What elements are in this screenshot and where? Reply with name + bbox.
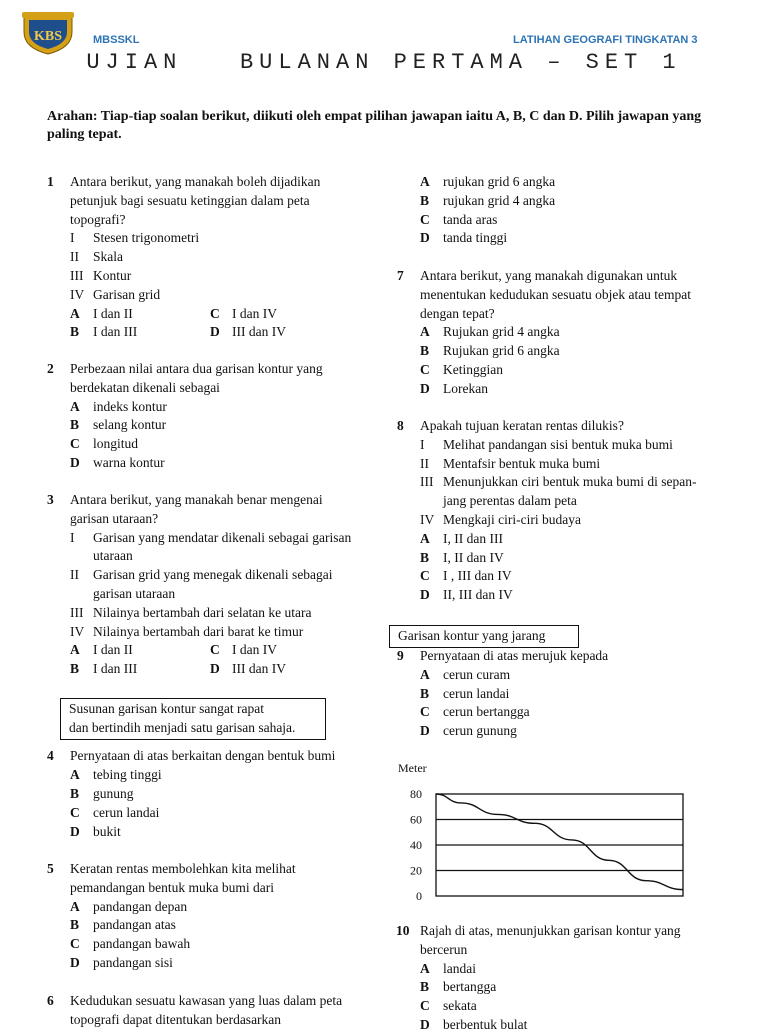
q1-item-text: Stesen trigonometri <box>93 230 200 246</box>
q4-statement-box <box>60 698 326 740</box>
chart-series-line <box>436 794 683 890</box>
q3-item-text: Garisan yang mendatar dikenali sebagai garisan <box>93 529 352 545</box>
q9-option-text: cerun gunung <box>443 723 517 739</box>
q1-item-numeral: III <box>70 268 84 283</box>
q9-option-letter: B <box>420 685 430 701</box>
q4-option-text: gunung <box>93 786 134 802</box>
q8-stem-line: Apakah tujuan keratan rentas dilukis? <box>420 418 624 433</box>
q10-option-text: sekata <box>443 998 477 1014</box>
q10-option-text: landai <box>443 960 476 976</box>
q1-item-numeral: IV <box>70 286 85 302</box>
q4-statement-line: Susunan garisan kontur sangat rapat <box>69 701 264 716</box>
q8-item-numeral: I <box>420 436 425 452</box>
q6-stem-line: Kedudukan sesuatu kawasan yang luas dalam peta <box>70 993 343 1008</box>
q3-option-text: I dan II <box>93 642 133 658</box>
q1-option-text: I dan IV <box>232 305 277 321</box>
q8-option-text: I, II dan IV <box>443 549 504 565</box>
q2-stem-line: Perbezaan nilai antara dua garisan kontur yang <box>70 361 323 376</box>
q5-option-text: pandangan bawah <box>93 936 191 952</box>
chart-y-tick-label: 20 <box>410 863 422 878</box>
q3-option-letter: D <box>210 661 220 677</box>
q8-option-letter: A <box>420 530 430 546</box>
q1-item-numeral: II <box>70 249 79 265</box>
q7-option-text: Lorekan <box>443 380 488 396</box>
q4-option-text: cerun landai <box>93 804 160 820</box>
q3-item-text: garisan utaraan <box>93 586 176 601</box>
q5-option-letter: C <box>70 936 80 952</box>
q7-option-letter: B <box>420 343 430 359</box>
q4-option-letter: A <box>70 767 80 783</box>
q1-option-text: I dan III <box>93 324 138 340</box>
q9-option-letter: C <box>420 704 430 720</box>
q1-stem-line: petunjuk bagi sesuatu ketinggian dalam peta <box>70 192 310 208</box>
q3-option-letter: C <box>210 642 220 658</box>
q10-option-letter: C <box>420 998 430 1014</box>
q1-option-letter: D <box>210 324 220 340</box>
q2-option-text: indeks kontur <box>93 398 167 414</box>
q4-statement-line: dan bertindih menjadi satu garisan sahaja. <box>69 719 296 735</box>
q6-option-text: rujukan grid 4 angka <box>443 192 556 208</box>
page-title: UJIAN BULANAN PERTAMA – SET 1 <box>86 50 682 75</box>
q4-option-text: tebing tinggi <box>93 767 162 783</box>
q3-option-letter: B <box>70 661 80 677</box>
q5-stem-line: Keratan rentas membolehkan kita melihat <box>70 861 296 876</box>
q8-item-numeral: II <box>420 455 429 471</box>
q3-item-numeral: III <box>70 604 84 620</box>
q1-number: 1 <box>47 174 54 189</box>
q1-stem-line: Antara berikut, yang manakah boleh dijadikan <box>70 174 321 189</box>
q2-number: 2 <box>47 361 54 376</box>
q10-number: 10 <box>396 923 410 938</box>
q9-option-text: cerun curam <box>443 666 511 682</box>
header-school-name: MBSSKL <box>93 34 140 46</box>
q4-stem-line: Pernyataan di atas berkaitan dengan bentuk bumi <box>70 748 336 763</box>
q5-stem-line: pemandangan bentuk muka bumi dari <box>70 879 274 895</box>
contour-chart-svg <box>396 760 696 910</box>
q8-option-text: II, III dan IV <box>443 587 513 603</box>
q8-option-text: I , III dan IV <box>443 568 512 584</box>
q3-stem-line: Antara berikut, yang manakah benar mengenai <box>70 492 323 507</box>
q6-option-text: tanda tinggi <box>443 230 508 246</box>
chart-y-tick-label: 60 <box>410 812 422 827</box>
q3-item-text: utaraan <box>93 548 133 564</box>
chart-y-tick-label: 80 <box>410 787 422 801</box>
school-crest-icon <box>20 8 76 56</box>
q6-option-letter: C <box>420 211 430 227</box>
q3-option-letter: A <box>70 642 80 658</box>
q10-option-text: berbentuk bulat <box>443 1017 528 1032</box>
q3-option-text: III dan IV <box>232 661 286 677</box>
q8-item-numeral: III <box>420 474 434 490</box>
q4-number: 4 <box>47 748 54 763</box>
q5-number: 5 <box>47 861 54 876</box>
q7-option-letter: C <box>420 362 430 377</box>
q8-item-text: Mengkaji ciri-ciri budaya <box>443 512 581 527</box>
q1-option-letter: B <box>70 324 80 340</box>
q6-option-letter: A <box>420 174 430 189</box>
q7-option-letter: D <box>420 380 430 396</box>
q4-option-letter: D <box>70 823 80 839</box>
q8-option-text: I, II dan III <box>443 530 503 546</box>
q1-item-text: Garisan grid <box>93 286 161 302</box>
q7-stem-line: menentukan kedudukan sesuatu objek atau tempat <box>420 286 692 302</box>
q8-option-letter: B <box>420 549 430 565</box>
q2-stem-line: berdekatan dikenali sebagai <box>70 379 220 395</box>
q9-stem-line: Pernyataan di atas merujuk kepada <box>420 648 609 663</box>
q4-option-text: bukit <box>93 823 121 839</box>
chart-y-tick-label: 40 <box>410 838 422 852</box>
q9-option-text: cerun landai <box>443 685 510 701</box>
q5-option-letter: A <box>70 898 80 914</box>
q10-option-text: bertangga <box>443 979 497 995</box>
q8-item-numeral: IV <box>420 512 435 527</box>
q8-option-letter: D <box>420 587 430 603</box>
q2-option-letter: D <box>70 455 80 470</box>
q10-option-letter: A <box>420 960 430 976</box>
q3-item-numeral: II <box>70 567 79 583</box>
school-crest-logo <box>20 8 76 56</box>
svg-text:KBS: KBS <box>33 29 63 44</box>
q7-number: 7 <box>397 268 404 283</box>
q6-stem-line: topografi dapat ditentukan berdasarkan <box>70 1011 282 1027</box>
q5-option-text: pandangan sisi <box>93 955 173 970</box>
q1-item-numeral: I <box>70 230 75 246</box>
q3-item-text: Nilainya bertambah dari barat ke timur <box>93 623 304 639</box>
q2-option-text: warna kontur <box>93 455 165 470</box>
q4-option-letter: C <box>70 804 80 820</box>
q8-option-letter: C <box>420 568 430 584</box>
q4-option-letter: B <box>70 786 80 802</box>
instructions: Arahan: Tiap-tiap soalan berikut, diikuti oleh empat pilihan jawapan iaitu A, B, C dan D. Pilih jawapan yang paling tepat. <box>47 109 702 142</box>
q7-option-letter: A <box>420 324 430 340</box>
q8-item-text: jang perentas dalam peta <box>443 493 577 509</box>
q6-option-letter: B <box>420 192 430 208</box>
q10-stem-line: bercerun <box>420 941 468 957</box>
q6-option-text: rujukan grid 6 angka <box>443 174 556 189</box>
q9-option-text: cerun bertangga <box>443 704 530 720</box>
q6-option-letter: D <box>420 230 430 246</box>
q7-stem-line: Antara berikut, yang manakah digunakan untuk <box>420 268 678 283</box>
q8-item-text: Menunjukkan ciri bentuk muka bumi di sepan- <box>443 474 697 490</box>
q7-stem-line: dengan tepat? <box>420 305 495 321</box>
q8-number: 8 <box>397 418 404 433</box>
q5-option-text: pandangan depan <box>93 898 188 914</box>
q3-stem-line: garisan utaraan? <box>70 510 159 526</box>
q7-option-text: Ketinggian <box>443 362 503 377</box>
q9-statement-box: Garisan kontur yang jarang <box>389 625 579 648</box>
q7-option-text: Rujukan grid 6 angka <box>443 343 560 359</box>
q9-number: 9 <box>397 648 404 663</box>
q2-option-letter: C <box>70 436 80 452</box>
q1-option-text: III dan IV <box>232 324 286 340</box>
q1-stem-line: topografi? <box>70 211 126 227</box>
q2-option-text: selang kontur <box>93 417 167 433</box>
contour-chart <box>396 760 696 915</box>
q2-option-letter: A <box>70 398 80 414</box>
chart-y-axis-label: Meter <box>398 761 427 775</box>
header-subject: LATIHAN GEOGRAFI TINGKATAN 3 <box>513 34 698 46</box>
q8-item-text: Mentafsir bentuk muka bumi <box>443 455 601 471</box>
q5-option-letter: B <box>70 917 80 933</box>
q1-item-text: Skala <box>93 249 123 265</box>
q3-item-numeral: I <box>70 529 75 545</box>
q8-item-text: Melihat pandangan sisi bentuk muka bumi <box>443 436 673 452</box>
chart-y-tick-label: 0 <box>416 889 422 903</box>
q3-item-text: Nilainya bertambah dari selatan ke utara <box>93 604 312 620</box>
q9-option-letter: D <box>420 723 430 739</box>
q3-option-text: I dan IV <box>232 642 277 658</box>
q5-option-text: pandangan atas <box>93 917 176 933</box>
q3-option-text: I dan III <box>93 661 138 677</box>
q6-number: 6 <box>47 993 54 1008</box>
q3-item-numeral: IV <box>70 623 85 639</box>
q2-option-text: longitud <box>93 436 139 452</box>
q1-option-letter: A <box>70 305 80 321</box>
q3-number: 3 <box>47 492 54 507</box>
q5-option-letter: D <box>70 955 80 970</box>
q1-item-text: Kontur <box>93 268 132 283</box>
q10-option-letter: D <box>420 1017 430 1032</box>
q1-option-text: I dan II <box>93 305 133 321</box>
q7-option-text: Rujukan grid 4 angka <box>443 324 560 340</box>
q1-option-letter: C <box>210 305 220 321</box>
q10-stem-line: Rajah di atas, menunjukkan garisan kontur yang <box>420 923 681 938</box>
q2-option-letter: B <box>70 417 80 433</box>
q10-option-letter: B <box>420 979 430 995</box>
q9-option-letter: A <box>420 666 430 682</box>
q6-option-text: tanda aras <box>443 211 498 227</box>
q3-item-text: Garisan grid yang menegak dikenali sebagai <box>93 567 333 583</box>
